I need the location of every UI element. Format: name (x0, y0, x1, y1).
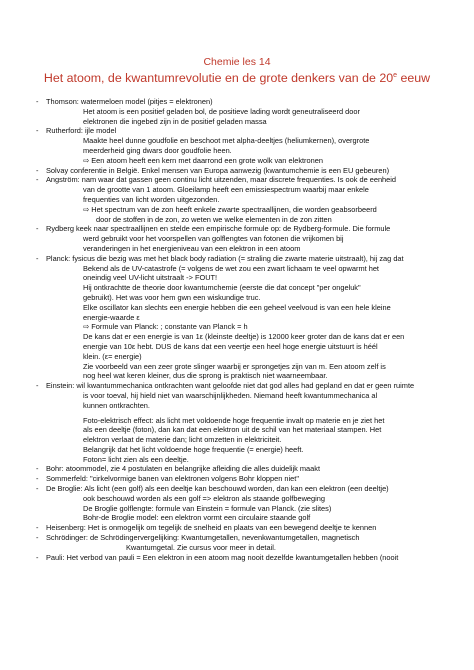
line-text: Kwantumgetal. Zie cursus voor meer in detail. (126, 542, 276, 552)
bullet-item (36, 381, 466, 391)
bullet-dash: - (36, 165, 39, 175)
bullet-dash: - (36, 175, 39, 185)
line-text: veranderingen in het energieniveau van een elektron in een atoom (83, 243, 301, 253)
line-text: als een deeltje (foton), dan kan dat een elektron uit de schil van het materiaal stampen. Het (83, 425, 382, 435)
line-text: nog heel wat keren kleiner, dus die sprong is praktisch niet waarneembaar. (83, 371, 328, 381)
bullet-dash: - (36, 552, 39, 562)
bullet-item (36, 97, 466, 107)
line-text: Bekend als de UV-catastrofe (= volgens de wet zou een zwart lichaam te veel opwarmt het (83, 263, 379, 273)
bullet-item (36, 464, 466, 474)
text-line (36, 273, 466, 283)
text-line (36, 156, 466, 166)
line-text: Einstein: wil kwantummechanica ontkrachten want geloofde niet dat god alles had gepland en dat er geen ruimte (46, 381, 415, 391)
line-text: Solvay conferentie in België. Enkel mensen van Europa aanwezig (kwantumchemie is een EU gebeuren) (46, 165, 390, 175)
line-text: Pauli: Het verbod van pauli = Een elektron in een atoom mag nooit dezelfde kwantumgetallen hebben (nooit (46, 552, 399, 562)
line-text: Rydberg keek naar spectraallijnen en stelde een empirische formule op: de Rydberg-formule. Die formule (46, 224, 391, 234)
bullet-dash: - (36, 464, 39, 474)
bullet-dash: - (36, 126, 39, 136)
text-line (36, 293, 466, 303)
text-line (36, 205, 466, 215)
line-text: De kans dat er een energie is van 1ε (kleinste deeltje) is 12000 keer groter dan de kans dat er een (83, 332, 405, 342)
line-text: Maakte heel dunne goudfolie en beschoot met alpha-deeltjes (heliumkernen), overgrote (83, 136, 370, 146)
text-line (36, 303, 466, 313)
bullet-dash: - (36, 484, 39, 494)
line-text: Angström: nam waar dat gassen geen continu licht uitzenden, maar discrete frequenties. Is ook de eenheid (46, 175, 397, 185)
text-line (36, 455, 466, 465)
bullet-item (36, 553, 466, 563)
bullet-item (36, 224, 466, 234)
title-superscript: e (393, 71, 398, 79)
bullet-dash: - (36, 97, 39, 106)
line-text: gebruikt). Het was voor hem gwn een wiskundige truc. (83, 292, 261, 302)
text-line (36, 513, 466, 523)
text-line (36, 543, 466, 553)
bullet-item (36, 254, 466, 264)
title-main: Het atoom, de kwantumrevolutie en de grote denkers van de 20 (43, 71, 394, 85)
text-line (36, 117, 466, 127)
bullet-item (36, 484, 466, 494)
line-text: Sommerfeld: "cirkelvormige banen van elektronen volgens Bohr kloppen niet" (46, 474, 299, 484)
text-line (36, 234, 466, 244)
line-text: kunnen ontkrachten. (83, 400, 150, 410)
line-text: van de grootte van 1 atoom. Gloeilamp heeft een emissiespectrum waarbij maar enkele (83, 185, 369, 195)
line-text: energie-waarde ε (83, 312, 140, 322)
text-line (36, 362, 466, 372)
text-line (36, 435, 466, 445)
line-text: Hij ontkrachtte de theorie door kwantumchemie (eerste die dat concept "per ongeluk" (83, 283, 361, 293)
line-text: Bohr-de Broglie model: een elektron vormt een circulaire staande golf (83, 513, 311, 523)
bullet-item (36, 474, 466, 484)
line-text: ⇨ Een atoom heeft een kern met daarrond een grote wolk van elektronen (83, 155, 323, 165)
text-line (36, 185, 466, 195)
bullet-item (36, 523, 466, 533)
line-text: Het atoom is een positief geladen bol, de positieve lading wordt geneutraliseerd door (83, 106, 360, 116)
line-text: Elke oscillator kan slechts een energie hebben die een geheel veelvoud is van een hele kleine (83, 302, 391, 312)
line-text: energie van 10ε hebt. DUS de kans dat een veertje een heel hoge energie uitstuurt is héél (83, 341, 378, 351)
text-line (36, 401, 466, 411)
line-text: ⇨ Formule van Planck: ; constante van Planck = h (83, 322, 248, 332)
line-text: frequenties van licht worden uitgezonden. (83, 194, 220, 204)
document-subtitle: Chemie les 14 (203, 56, 271, 68)
bullet-item (36, 175, 466, 185)
text-line (36, 146, 466, 156)
text-line (36, 371, 466, 381)
text-line (36, 391, 466, 401)
document-body (36, 97, 466, 562)
text-line (36, 322, 466, 332)
line-text: klein. (ε= energie) (83, 351, 142, 361)
text-line (36, 215, 466, 225)
line-text: ⇨ Het spectrum van de zon heeft enkele zwarte spectraallijnen, die worden geabsorbeerd (83, 204, 377, 214)
text-line (36, 504, 466, 514)
text-line (36, 342, 466, 352)
bullet-dash: - (36, 224, 39, 234)
line-text: Foto-elektrisch effect: als licht met voldoende hoge frequentie invalt op materie en je ziet het (83, 415, 385, 425)
text-line (36, 425, 466, 435)
line-text: De Broglie: Als licht (een golf) als een deeltje kan beschouwd worden, dan kan een elektron (een deeltje) (46, 484, 389, 494)
bullet-dash: - (36, 474, 39, 484)
line-text: door de stoffen in de zon, zo weten we welke elementen in de zon zitten (96, 214, 332, 224)
line-text: Heisenberg: Het is onmogelijk om tegelijk de snelheid en plaats van een bewegend deeltje te kennen (46, 523, 377, 533)
line-text: Schrödinger: de Schrödingervergelijking: Kwantumgetallen, nevenkwantumgetallen, magnetisch (46, 533, 360, 543)
bullet-dash: - (36, 253, 39, 263)
text-line (36, 494, 466, 504)
bullet-dash: - (36, 381, 39, 391)
text-line (36, 136, 466, 146)
text-line (36, 244, 466, 254)
text-line (36, 283, 466, 293)
text-line (36, 195, 466, 205)
line-text: De Broglie golflengte: formule van Einstein = formule van Planck. (zie slites) (83, 503, 332, 513)
bullet-dash: - (36, 533, 39, 543)
line-text: ook beschouwd worden als een golf => elektron als staande golfbeweging (83, 493, 326, 503)
text-line (36, 416, 466, 426)
line-text: werd gebruikt voor het voorspellen van golflengtes van fotonen die vrijkomen bij (83, 234, 344, 244)
document-title (0, 71, 474, 85)
text-line (36, 313, 466, 323)
line-text: oneindig veel UV-licht uitstraalt -> FOUT! (83, 273, 218, 283)
line-text: is voor toeval, hij hield niet van waarschijnlijkheden. Niemand heeft kwantummechanica al (83, 390, 378, 400)
text-line (36, 264, 466, 274)
bullet-item (36, 126, 466, 136)
text-line (36, 445, 466, 455)
bullet-item (36, 533, 466, 543)
line-text: Rutherford: ijle model (46, 126, 117, 136)
bullet-dash: - (36, 523, 39, 533)
line-text: elektronen die ingebed zijn in de positief geladen massa (83, 116, 267, 126)
line-text: Belangrijk dat het licht voldoende hoge frequentie (= energie) heeft. (83, 444, 304, 454)
line-text: Planck: fysicus die bezig was met het black body radiation (= straling die zwarte materie uitstraalt), hij zag dat (46, 253, 404, 263)
line-text: elektron verlaat de materie dan; licht omzetten in elektriciteit. (83, 435, 282, 445)
title-end: eeuw (397, 71, 431, 85)
line-text: Thomson: watermeloen model (pitjes = elektronen) (46, 97, 213, 106)
line-text: Zie voorbeeld van een zeer grote slinger waarbij er sprongetjes zijn van m. Een atoom zelf is (83, 361, 386, 371)
line-text: Bohr: atoommodel, zie 4 postulaten en belangrijke afleiding die alles duidelijk maakt (46, 464, 321, 474)
bullet-item (36, 166, 466, 176)
text-line (36, 332, 466, 342)
line-text: Foton= licht zien als een deeltje. (83, 454, 189, 464)
text-line (36, 352, 466, 362)
line-text: meerderheid ging dwars door goudfolie heen. (83, 145, 232, 155)
text-line (36, 107, 466, 117)
